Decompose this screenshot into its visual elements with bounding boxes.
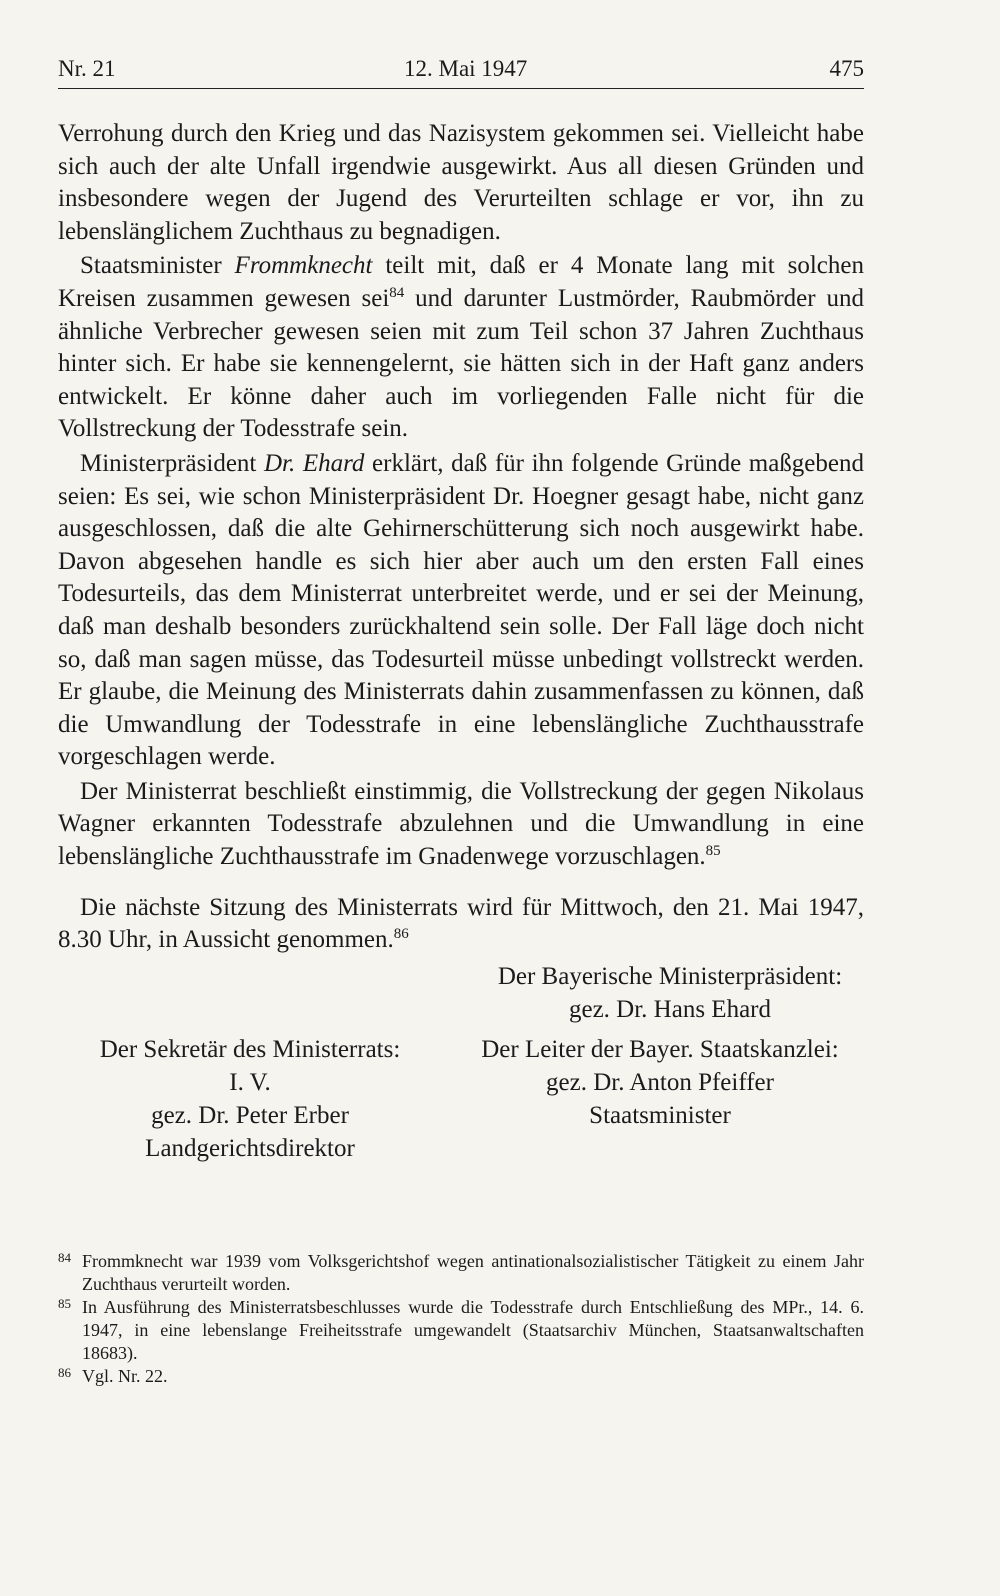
speaker-name: Frommknecht [234, 252, 373, 280]
paragraph-continuation [58, 118, 864, 248]
paragraph-text: Staatsminister [80, 252, 235, 280]
body-text [58, 118, 864, 957]
signature-role: Landgerichtsdirektor [145, 1135, 355, 1162]
footnote-number: 85 [58, 1296, 71, 1311]
footnote-text: Frommknecht war 1939 vom Volksgerichtshof wegen antinationalsozialistischer Tätigkeit zu einem Jahr Zuchthaus verurteilt worden. [82, 1251, 864, 1294]
footnote-86 [58, 1365, 864, 1388]
footnote-text: In Ausführung des Ministerratsbeschlusses wurde die Todesstrafe durch Entschließung des MPr., 14. 6. 1947, in eine lebenslange Freiheitsstrafe umgewandelt (Staatsarchiv München, Staatsanwaltschaften 18683). [82, 1297, 864, 1363]
paragraph-text: Der Ministerrat beschließt einstimmig, die Vollstreckung der gegen Nikolaus Wagner erkannten Todesstrafe abzulehnen und die Umwandlung in eine lebenslängliche Zuchthausstrafe im Gnadenwege vorzuschlagen. [58, 777, 864, 871]
paragraph-frommknecht [58, 250, 864, 446]
paragraph-beschluss [58, 776, 864, 874]
paragraph-text: und darunter Lustmörder, Raubmörder und ähnliche Verbrecher gewesen seien mit zum Teil schon 37 Jahren Zuchthaus hinter sich. Er habe sie kennengelernt, sie hätten sich in der Haft ganz anders entwickelt. Er könne daher auch im vorliegenden Falle nicht für die Vollstreckung der Todesstrafe sein. [58, 284, 865, 443]
signature-title: Der Sekretär des Ministerrats: [99, 1036, 401, 1063]
paragraph-text: teilt mit, daß er 4 Monate lang mit solchen Kreisen zusammen gewesen sei [58, 252, 864, 312]
signature-ministerpraesident [480, 960, 860, 1026]
footnote-ref[interactable]: 84 [389, 284, 405, 301]
signature-leiter [460, 1033, 860, 1132]
signature-name: gez. Dr. Hans Ehard [568, 996, 771, 1023]
running-header [58, 56, 864, 90]
footnote-ref[interactable]: 85 [705, 843, 721, 860]
signature-iv: I. V. [229, 1069, 271, 1096]
page-number: 475 [829, 56, 864, 81]
footnote-number: 86 [58, 1365, 71, 1380]
signature-role: Staatsminister [589, 1102, 731, 1129]
signature-title: Der Bayerische Ministerpräsident: [497, 963, 843, 990]
signature-title: Der Leiter der Bayer. Staatskanzlei: [481, 1036, 839, 1063]
header-rule [58, 88, 864, 89]
speaker-name: Dr. Ehard [263, 449, 365, 477]
footnote-85 [58, 1296, 864, 1365]
signature-sekretaer [80, 1033, 420, 1165]
paragraph-text: erklärt, daß für ihn folgende Gründe maßgebend seien: Es sei, wie schon Ministerpräsident Dr. Hoegner gesagt habe, nicht ganz ausgeschlossen, daß die alte Gehirnerschütterung sich noch ausgewirkt habe. Davon abgesehen handle es sich hier aber auch um den ersten Fall eines Todesurteils, das dem Ministerrat unterbreitet werde, und er sei der Meinung, daß man deshalb besonders zurückhaltend sein solle. Der Fall läge doch nicht so, daß man sagen müsse, das Todesurteil müsse unbedingt vollstreckt werden. Er glaube, die Meinung des Ministerrats dahin zusammenfassen zu können, daß die Umwandlung der Todesstrafe in eine lebenslängliche Zuchthausstrafe vorgeschlagen werde. [58, 449, 865, 771]
footnote-84 [58, 1250, 864, 1296]
paragraph-ehard [58, 448, 864, 774]
footnote-ref[interactable]: 86 [393, 926, 409, 943]
signature-name: gez. Dr. Anton Pfeiffer [546, 1069, 774, 1096]
paragraph-text: Ministerpräsident [80, 449, 264, 477]
paragraph-text: Verrohung durch den Krieg und das Nazisystem gekommen sei. Vielleicht habe sich auch der alte Unfall irgendwie ausgewirkt. Aus all diesen Gründen und insbesondere wegen der Jugend des Verurteilten schlage er vor, ihn zu lebenslänglichem Zuchthaus zu begnadigen. [58, 120, 864, 245]
header-date: 12. Mai 1947 [404, 56, 528, 81]
footnote-number: 84 [58, 1250, 71, 1265]
paragraph-next-session [58, 892, 864, 957]
paragraph-text: Die nächste Sitzung des Ministerrats wird für Mittwoch, den 21. Mai 1947, 8.30 Uhr, in Aussicht genommen. [58, 893, 864, 954]
footnote-text: Vgl. Nr. 22. [82, 1366, 168, 1386]
document-number: Nr. 21 [58, 56, 116, 81]
signature-name: gez. Dr. Peter Erber [151, 1102, 349, 1129]
